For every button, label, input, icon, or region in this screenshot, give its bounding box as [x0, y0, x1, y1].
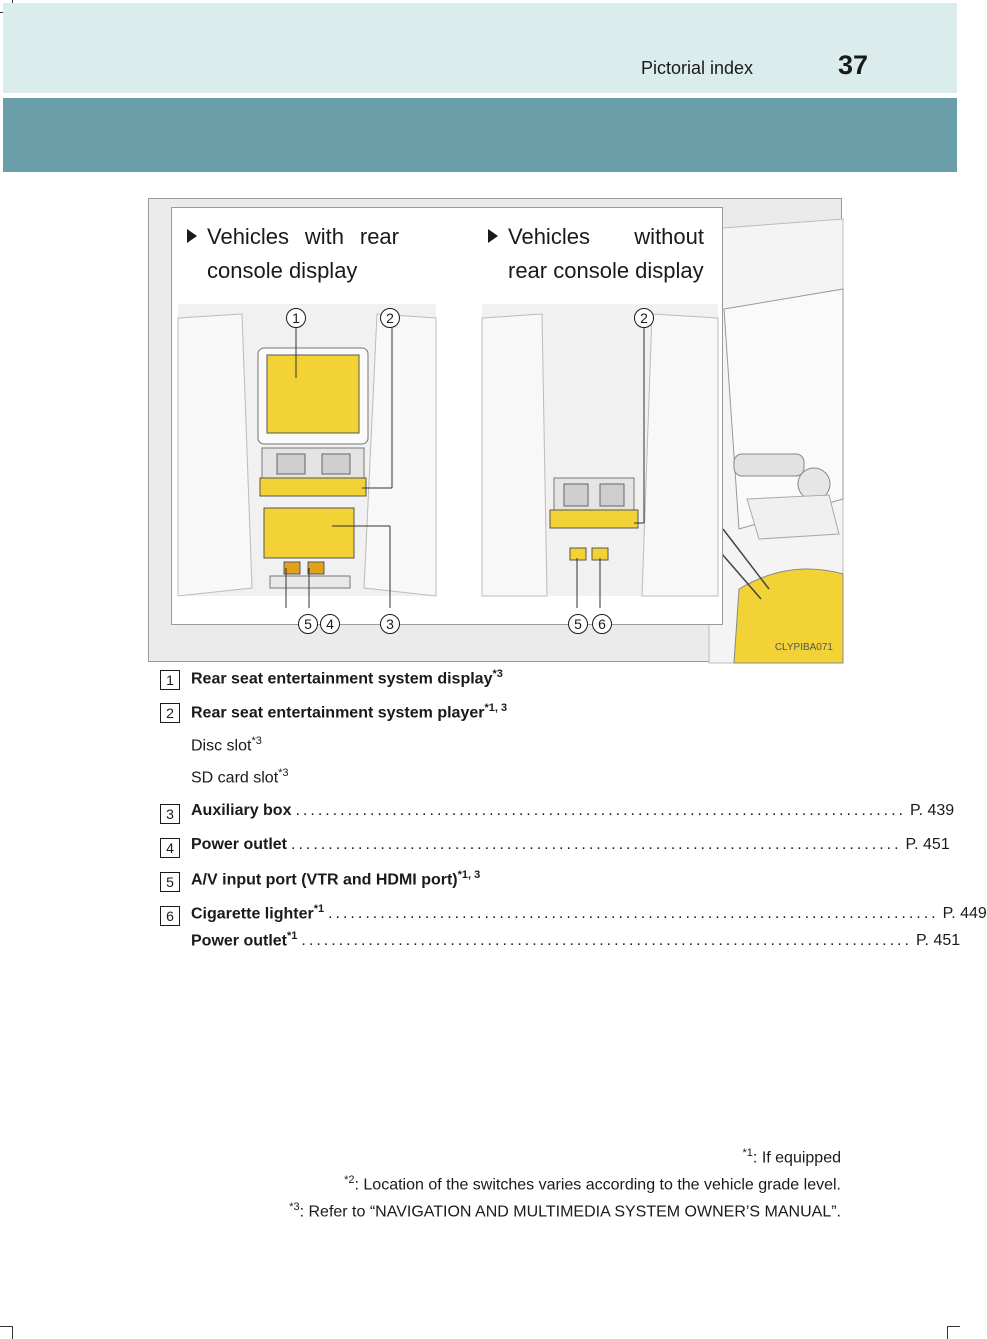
item-2-label: Rear seat entertainment system player$^{*1, 3}$	[191, 702, 508, 722]
page-number: 37	[837, 50, 868, 80]
item-number-2: 2	[160, 703, 180, 723]
crop-mark	[947, 1326, 948, 1339]
item-6b-row	[191, 930, 961, 950]
callout-5: 5	[298, 614, 318, 634]
footnote-2: $^{*2}$: Location of the switches varies according to the vehicle grade level.	[344, 1174, 841, 1194]
rear-console-with-display	[178, 304, 436, 608]
callout-1: 1	[286, 308, 306, 328]
item-4-page-ref[interactable]: P. 451	[905, 836, 950, 853]
crop-mark	[0, 1326, 12, 1327]
page-header	[3, 3, 957, 93]
caption-right-line2: rear console display	[508, 258, 704, 283]
caption-left-line2: console display	[207, 258, 358, 283]
item-6b-label: Power outlet$^{*1}$	[191, 930, 298, 950]
item-3-page-ref[interactable]: P. 439	[910, 802, 955, 819]
rear-console-without-display	[482, 304, 718, 608]
item-number-1: 1	[160, 670, 180, 690]
crop-mark	[948, 1326, 960, 1327]
footnote-3: $^{*3}$: Refer to “NAVIGATION AND MULTIMEDIA SYSTEM OWNER’S MANUAL”.	[289, 1201, 841, 1221]
leader-dots: ..................................................................................	[301, 932, 912, 950]
item-4-row	[191, 836, 950, 854]
illustration	[148, 198, 842, 662]
callout-2: 2	[380, 308, 400, 328]
item-number-6: 6	[160, 906, 180, 926]
item-6-row	[191, 903, 987, 923]
figure-code: CLYPIBA071	[774, 642, 833, 653]
leader-dots: ..................................................................................	[295, 802, 906, 819]
item-2-sub-sd-card-slot: SD card slot$^{*3}$	[191, 767, 289, 787]
footnote-1: $^{*1}$: If equipped	[742, 1147, 841, 1167]
item-3-row	[191, 802, 955, 820]
callout-6: 6	[592, 614, 612, 634]
item-6b-page-ref[interactable]: P. 451	[915, 932, 961, 950]
item-4-label: Power outlet	[191, 836, 288, 853]
item-1-label: Rear seat entertainment system display$^{*3}$	[191, 668, 503, 688]
leader-dots: ..................................................................................	[291, 836, 902, 853]
caption-left-line1: Vehicles with rear	[207, 224, 399, 249]
crop-mark	[12, 1326, 13, 1339]
item-number-3: 3	[160, 804, 180, 824]
item-6-label: Cigarette lighter$^{*1}$	[191, 903, 325, 923]
item-number-5: 5	[160, 872, 180, 892]
callout-5: 5	[568, 614, 588, 634]
section-title: Pictorial index	[640, 58, 753, 78]
item-6-page-ref[interactable]: P. 449	[942, 905, 987, 923]
leader-dots: ..................................................................................	[328, 905, 939, 923]
caption-right-line1: Vehicles without	[508, 224, 704, 249]
header-band	[3, 98, 957, 172]
item-3-label: Auxiliary box	[191, 802, 292, 819]
item-number-4: 4	[160, 838, 180, 858]
callout-2: 2	[634, 308, 654, 328]
item-5-label: A/V input port (VTR and HDMI port)$^{*1, 3}$	[191, 869, 481, 889]
item-2-sub-disc-slot: Disc slot$^{*3}$	[191, 735, 262, 755]
callout-4: 4	[320, 614, 340, 634]
figure-panel	[171, 207, 723, 632]
callout-3: 3	[380, 614, 400, 634]
console-drawings	[172, 208, 724, 626]
